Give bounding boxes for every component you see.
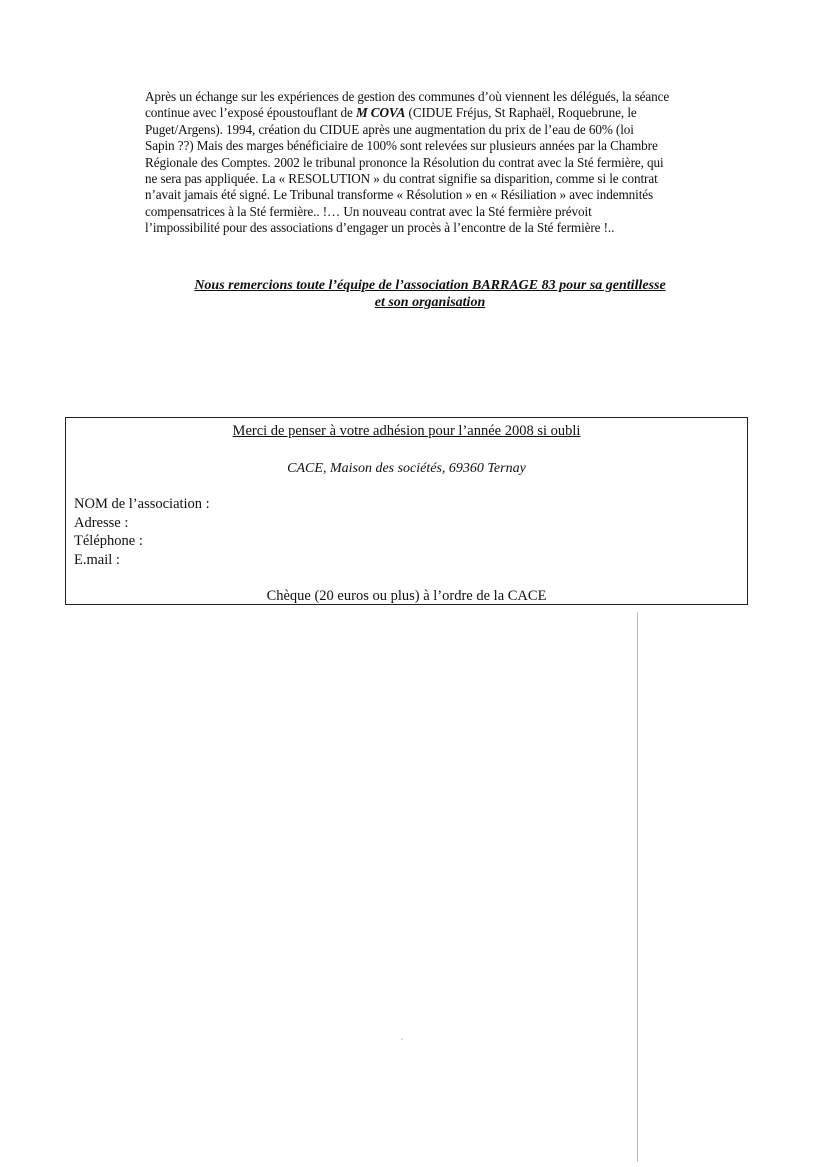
scan-speck <box>401 1038 403 1040</box>
field-phone: Téléphone : <box>74 533 143 549</box>
membership-title: Merci de penser à votre adhésion pour l’année 2008 si oubli <box>232 423 581 439</box>
thanks-line: et son organisation <box>374 295 486 310</box>
intro-line: Régionale des Comptes. 2002 le tribunal prononce la Résolution du contrat avec la Sté fermière, qui <box>145 154 664 170</box>
intro-line: ne sera pas appliquée. La « RESOLUTION » du contrat signifie sa disparition, comme si le contrat <box>145 171 658 187</box>
thanks-line: Nous remercions toute l’équipe de l’association BARRAGE 83 pour sa gentillesse <box>194 278 666 293</box>
membership-fields <box>74 495 210 569</box>
field-address: Adresse : <box>74 514 129 531</box>
intro-paragraph <box>145 89 745 237</box>
intro-line: l’impossibilité pour des associations d’engager un procès à l’encontre de la Sté fermière !.. <box>145 220 615 236</box>
field-association-name: NOM de l’association : <box>74 496 210 512</box>
intro-line-text: (CIDUE Fréjus, St Raphaël, Roquebrune, le <box>405 105 637 121</box>
thanks-note <box>100 277 760 311</box>
field-email: E.mail : <box>74 551 120 568</box>
speaker-name: M COVA <box>355 105 406 121</box>
intro-line: compensatrices à la Sté fermière.. !… Un nouveau contrat avec la Sté fermière prévoit <box>145 203 592 219</box>
cheque-instruction: Chèque (20 euros ou plus) à l’ordre de la CACE <box>266 588 547 604</box>
fold-line <box>637 612 638 1162</box>
intro-line: n’avait jamais été signé. Le Tribunal transforme « Résolution » en « Résiliation » avec indemnités <box>145 187 654 203</box>
intro-line <box>145 105 745 121</box>
intro-line: Sapin ??) Mais des marges bénéficiaire de 100% sont relevées sur plusieurs années par la Chambre <box>145 138 658 154</box>
intro-line: Puget/Argens). 1994, création du CIDUE après une augmentation du prix de l’eau de 60% (loi <box>145 121 634 137</box>
intro-line-text: continue avec l’exposé époustouflant de <box>145 105 356 121</box>
membership-form-box <box>65 417 748 605</box>
intro-line: Après un échange sur les expériences de gestion des communes d’où viennent les délégués, la séance <box>145 89 670 104</box>
membership-address: CACE, Maison des sociétés, 69360 Ternay <box>287 461 526 476</box>
